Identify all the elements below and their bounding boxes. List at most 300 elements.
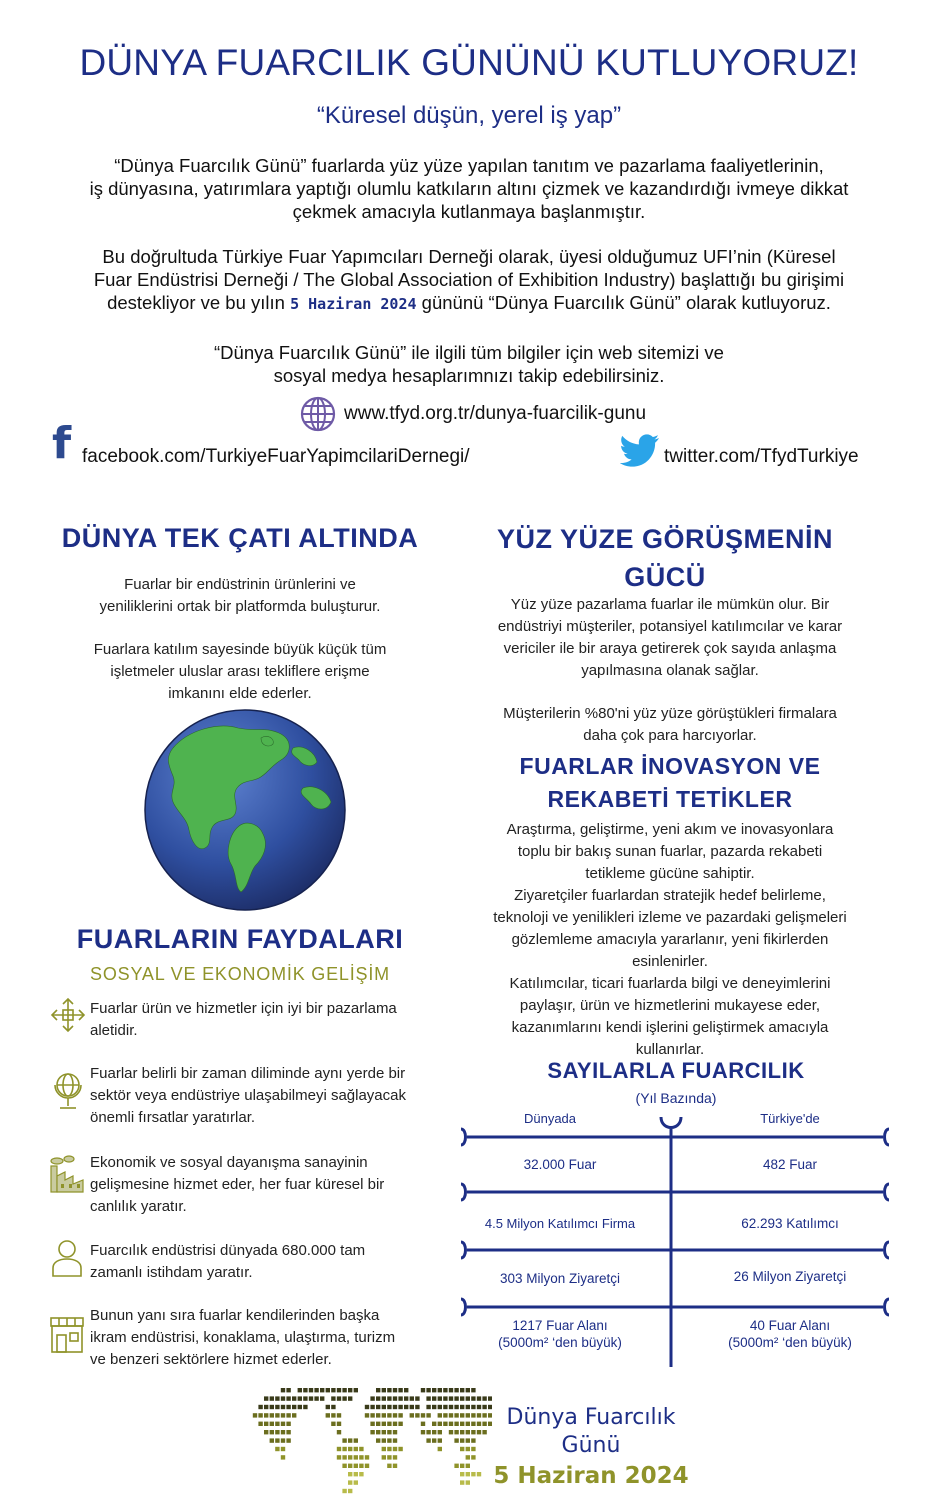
map-dot <box>348 1464 352 1468</box>
intro-paragraph-1 <box>20 154 918 223</box>
stat-turkey: 482 Fuar <box>762 1157 818 1172</box>
text-line: aletidir. <box>90 1022 138 1039</box>
map-dot <box>466 1396 470 1400</box>
stat-turkey: 26 Milyon Ziyaretçi <box>733 1269 847 1284</box>
map-dot <box>286 1396 290 1400</box>
text-line: işletmeler uluslar arası tekliflere erişme <box>110 663 370 680</box>
map-dot <box>387 1455 391 1459</box>
text-line: önemli fırsatlar yaratırlar. <box>90 1109 256 1126</box>
map-dot <box>449 1413 453 1417</box>
facebook-link[interactable]: facebook.com/TurkiyeFuarYapimcilariDernegi/ <box>82 446 470 467</box>
map-dot <box>460 1438 464 1442</box>
map-dot <box>443 1388 447 1392</box>
move-arrows-icon <box>49 996 87 1034</box>
globe-web-icon <box>300 396 336 432</box>
map-dot <box>342 1455 346 1459</box>
map-dot <box>460 1396 464 1400</box>
map-dot <box>303 1405 307 1409</box>
earth-globe-illustration <box>143 708 347 912</box>
map-dot <box>359 1464 363 1468</box>
text-line: ve benzeri sektörlere hizmet ederler. <box>90 1351 332 1368</box>
map-dot <box>438 1422 442 1426</box>
text-line: endüstriyi müşteriler, potansiyel katılımcılar ve karar <box>497 618 843 635</box>
intro-line: Bu doğrultuda Türkiye Fuar Yapımcıları Derneği olarak, üyesi olduğumuz UFI’nin (Küresel <box>102 246 836 267</box>
map-dot <box>454 1430 458 1434</box>
map-dot <box>471 1472 475 1476</box>
map-dot <box>393 1396 397 1400</box>
map-dot <box>264 1396 268 1400</box>
map-dot <box>337 1413 341 1417</box>
map-dot <box>264 1422 268 1426</box>
map-dot <box>471 1388 475 1392</box>
map-dot <box>370 1405 374 1409</box>
map-dot <box>264 1413 268 1417</box>
map-dot <box>314 1396 318 1400</box>
map-dot <box>326 1388 330 1392</box>
map-dot <box>404 1405 408 1409</box>
text-line: Fuarlar bir endüstrinin ürünlerini ve <box>124 576 356 593</box>
map-dot <box>376 1405 380 1409</box>
map-dot <box>376 1413 380 1417</box>
map-dot <box>270 1430 274 1434</box>
map-dot <box>354 1455 358 1459</box>
highlight-date: 5 Haziran 2024 <box>290 295 417 313</box>
map-dot <box>348 1472 352 1476</box>
map-dot <box>449 1422 453 1426</box>
map-dot <box>337 1447 341 1451</box>
innovation-paragraph <box>455 819 885 1061</box>
text-line: Araştırma, geliştirme, yeni akım ve inovasyonlara <box>506 821 834 838</box>
map-dot <box>466 1430 470 1434</box>
map-dot <box>348 1396 352 1400</box>
text-line: ikram endüstrisi, konaklama, ulaştırma, turizm <box>90 1329 396 1346</box>
map-dot <box>477 1396 481 1400</box>
map-dot <box>354 1438 358 1442</box>
map-dot <box>393 1447 397 1451</box>
face-to-face-paragraph-2 <box>460 703 880 747</box>
title-line: FUARLAR İNOVASYON VE <box>519 753 821 779</box>
twitter-bird-icon[interactable] <box>620 434 660 468</box>
map-dot <box>432 1430 436 1434</box>
twitter-link[interactable]: twitter.com/TfydTurkiye <box>664 446 859 467</box>
benefit-item <box>90 1240 440 1284</box>
map-dot <box>365 1464 369 1468</box>
text-line: Fuarlara katılım sayesinde büyük küçük tüm <box>93 641 387 658</box>
intro-line: iş dünyasına, yatırımlara yaptığı olumlu katkıların altını çizmek ve kazandırdığı ivmeye dikkat <box>89 178 849 199</box>
map-dot <box>382 1413 386 1417</box>
map-dot <box>393 1430 397 1434</box>
text-line: Fuarlar ürün ve hizmetler için iyi bir pazarlama <box>90 1000 397 1017</box>
map-dot <box>376 1430 380 1434</box>
map-dot <box>460 1480 464 1484</box>
map-dot <box>292 1413 296 1417</box>
map-dot <box>432 1422 436 1426</box>
map-dot <box>270 1438 274 1442</box>
map-dot <box>477 1472 481 1476</box>
map-dot <box>393 1388 397 1392</box>
intro-text: gününü “Dünya Fuarcılık Günü” olarak kutluyoruz. <box>416 292 831 313</box>
factory-icon <box>47 1154 87 1194</box>
intro-paragraph-2 <box>20 245 918 316</box>
map-dot <box>466 1422 470 1426</box>
map-dot <box>286 1413 290 1417</box>
map-dot <box>331 1422 335 1426</box>
map-dot <box>460 1388 464 1392</box>
map-dot <box>309 1396 313 1400</box>
world-map-dots-logo <box>232 1384 492 1500</box>
column-header-world: Dünyada <box>523 1111 577 1126</box>
intro-line: çekmek amacıyla kutlanmaya başlanmıştır. <box>292 201 646 222</box>
text-line: gözlemleme amacıyla yararlanır, yeni fikirlerden <box>511 931 829 948</box>
map-dot <box>460 1464 464 1468</box>
map-dot <box>398 1447 402 1451</box>
text-line: Katılımcılar, ticari fuarlarda bilgi ve deneyimlerini <box>509 975 831 992</box>
map-dot <box>488 1396 492 1400</box>
map-dot <box>275 1405 279 1409</box>
text-line: imkanını elde ederler. <box>168 685 312 702</box>
map-dot <box>410 1405 414 1409</box>
column-header-turkey: Türkiye'de <box>760 1111 820 1126</box>
map-dot <box>426 1396 430 1400</box>
map-dot <box>337 1422 341 1426</box>
map-dot <box>387 1396 391 1400</box>
map-dot <box>298 1388 302 1392</box>
map-dot <box>286 1388 290 1392</box>
map-dot <box>471 1438 475 1442</box>
map-dot <box>348 1489 352 1493</box>
benefit-item <box>90 1152 440 1218</box>
map-dot <box>281 1396 285 1400</box>
map-dot <box>331 1413 335 1417</box>
map-dot <box>342 1438 346 1442</box>
store-icon <box>48 1315 86 1355</box>
world-paragraph-2 <box>40 639 440 705</box>
map-dot <box>365 1405 369 1409</box>
map-dot <box>398 1413 402 1417</box>
map-dot <box>342 1447 346 1451</box>
map-dot <box>438 1447 442 1451</box>
intro-line: “Dünya Fuarcılık Günü” fuarlarda yüz yüze yapılan tanıtım ve pazarlama faaliyetlerinin, <box>114 155 824 176</box>
intro-text: destekliyor ve bu yılın <box>107 292 291 313</box>
stat-world: 32.000 Fuar <box>523 1157 597 1172</box>
map-dot <box>387 1464 391 1468</box>
title-line: REKABETİ TETİKLER <box>547 786 793 812</box>
map-dot <box>454 1388 458 1392</box>
map-dot <box>454 1396 458 1400</box>
map-dot <box>471 1422 475 1426</box>
stat-world <box>460 1317 660 1351</box>
map-dot <box>303 1396 307 1400</box>
map-dot <box>466 1438 470 1442</box>
map-dot <box>438 1388 442 1392</box>
page-title: DÜNYA FUARCILIK GÜNÜNÜ KUTLUYORUZ! <box>79 42 859 83</box>
map-dot <box>382 1405 386 1409</box>
map-dot <box>258 1413 262 1417</box>
benefits-subtitle: SOSYAL VE EKONOMİK GELİŞİM <box>90 964 390 984</box>
face-to-face-paragraph-1 <box>460 594 880 682</box>
slogan: “Küresel düşün, yerel iş yap” <box>316 102 622 129</box>
map-dot <box>460 1472 464 1476</box>
map-dot <box>270 1396 274 1400</box>
map-dot <box>275 1430 279 1434</box>
map-dot <box>354 1447 358 1451</box>
map-dot <box>286 1405 290 1409</box>
map-dot <box>449 1388 453 1392</box>
benefit-item <box>90 998 440 1042</box>
map-dot <box>421 1430 425 1434</box>
globe-stand-icon <box>51 1070 85 1112</box>
map-dot <box>275 1447 279 1451</box>
map-dot <box>404 1388 408 1392</box>
map-dot <box>314 1388 318 1392</box>
text-line: teknoloji ve yenilikleri izleme ve pazardaki gelişmeleri <box>493 909 847 926</box>
map-dot <box>471 1396 475 1400</box>
map-dot <box>438 1413 442 1417</box>
map-dot <box>370 1396 374 1400</box>
map-dot <box>376 1422 380 1426</box>
map-dot <box>286 1422 290 1426</box>
map-dot <box>382 1430 386 1434</box>
map-dot <box>393 1413 397 1417</box>
map-dot <box>331 1396 335 1400</box>
map-dot <box>387 1430 391 1434</box>
map-dot <box>281 1430 285 1434</box>
map-dot <box>348 1480 352 1484</box>
stat-line: 1217 Fuar Alanı <box>512 1318 608 1333</box>
map-dot <box>393 1464 397 1468</box>
web-link[interactable]: www.tfyd.org.tr/dunya-fuarcilik-gunu <box>344 403 647 424</box>
map-dot <box>337 1388 341 1392</box>
map-dot <box>387 1438 391 1442</box>
map-dot <box>387 1405 391 1409</box>
map-dot <box>270 1413 274 1417</box>
map-dot <box>309 1388 313 1392</box>
map-dot <box>387 1413 391 1417</box>
map-dot <box>482 1396 486 1400</box>
footer-logo-date: 5 Haziran 2024 <box>493 1463 689 1489</box>
map-dot <box>382 1447 386 1451</box>
map-dot <box>426 1388 430 1392</box>
intro-line: Fuar Endüstrisi Derneği / The Global Association of Exhibition Industry) başlattığı bu girişimi <box>93 269 845 290</box>
map-dot <box>443 1413 447 1417</box>
intro-line: “Dünya Fuarcılık Günü” ile ilgili tüm bilgiler için web sitemizi ve <box>214 342 724 363</box>
text-line: kullanırlar. <box>635 1041 705 1058</box>
map-dot <box>460 1405 464 1409</box>
map-dot <box>382 1422 386 1426</box>
map-dot <box>359 1472 363 1476</box>
text-line: Yüz yüze pazarlama fuarlar ile mümkün olur. Bir <box>510 596 830 613</box>
footer-logo-text <box>486 1404 696 1460</box>
map-dot <box>466 1472 470 1476</box>
benefit-item <box>90 1063 440 1129</box>
map-dot <box>348 1438 352 1442</box>
map-dot <box>404 1396 408 1400</box>
map-dot <box>477 1430 481 1434</box>
map-dot <box>477 1422 481 1426</box>
map-dot <box>275 1396 279 1400</box>
section-title-innovation <box>460 750 880 816</box>
stats-subtitle: (Yıl Bazında) <box>635 1090 717 1106</box>
map-dot <box>365 1413 369 1417</box>
map-dot <box>466 1388 470 1392</box>
map-dot <box>281 1438 285 1442</box>
map-dot <box>382 1455 386 1459</box>
text-line: toplu bir bakış sunan fuarlar, pazarda rekabeti <box>517 843 823 860</box>
map-dot <box>292 1405 296 1409</box>
map-dot <box>281 1447 285 1451</box>
map-dot <box>466 1413 470 1417</box>
map-dot <box>454 1464 458 1468</box>
map-dot <box>370 1422 374 1426</box>
map-dot <box>466 1480 470 1484</box>
text-line: Müşterilerin %80'ni yüz yüze görüştükleri firmalara <box>503 705 837 722</box>
map-dot <box>443 1396 447 1400</box>
map-dot <box>298 1396 302 1400</box>
map-dot <box>354 1464 358 1468</box>
map-dot <box>460 1430 464 1434</box>
map-dot <box>438 1430 442 1434</box>
map-dot <box>286 1430 290 1434</box>
logo-line: Günü <box>561 1433 621 1458</box>
text-line: Ziyaretçiler fuarlardan stratejik hedef belirleme, <box>514 887 826 904</box>
map-dot <box>438 1396 442 1400</box>
map-dot <box>382 1438 386 1442</box>
intro-paragraph-3 <box>20 341 918 387</box>
person-icon <box>50 1238 84 1278</box>
map-dot <box>387 1388 391 1392</box>
map-dot <box>393 1405 397 1409</box>
facebook-icon[interactable]: f <box>52 418 72 469</box>
section-title-benefits: FUARLARIN FAYDALARI <box>76 924 404 954</box>
text-line: yapılmasına olanak sağlar. <box>581 662 759 679</box>
map-dot <box>438 1405 442 1409</box>
stats-title: SAYILARLA FUARCILIK <box>547 1058 805 1083</box>
title-line: YÜZ YÜZE GÖRÜŞMENİN <box>496 524 834 554</box>
intro-line: sosyal medya hesaplarımnızı takip edebilirsiniz. <box>273 365 665 386</box>
map-dot <box>376 1388 380 1392</box>
map-dot <box>258 1422 262 1426</box>
map-dot <box>320 1396 324 1400</box>
map-dot <box>275 1413 279 1417</box>
text-line: sektör veya endüstriye ulaşabilmeyi sağlayacak <box>90 1087 406 1104</box>
text-line: paylaşır, ürün ve hizmetlerini mukayese eder, <box>519 997 821 1014</box>
map-dot <box>432 1438 436 1442</box>
text-line: Bunun yanı sıra fuarlar kendilerinden başka <box>90 1307 380 1324</box>
map-dot <box>359 1447 363 1451</box>
map-dot <box>376 1438 380 1442</box>
intro-line <box>20 291 918 316</box>
map-dot <box>354 1388 358 1392</box>
text-line: canlılık yaratır. <box>90 1198 187 1215</box>
map-dot <box>370 1413 374 1417</box>
map-dot <box>270 1422 274 1426</box>
map-dot <box>398 1388 402 1392</box>
map-dot <box>337 1455 341 1459</box>
text-line: Fuarcılık endüstrisi dünyada 680.000 tam <box>90 1242 366 1259</box>
map-dot <box>354 1480 358 1484</box>
map-dot <box>443 1422 447 1426</box>
map-dot <box>460 1447 464 1451</box>
map-dot <box>410 1396 414 1400</box>
map-dot <box>393 1438 397 1442</box>
map-dot <box>449 1396 453 1400</box>
text-line: gelişmesine hizmet eder, her fuar küresel bir <box>90 1176 385 1193</box>
text-line: kazanımlarını kendi işlerini geliştirmek amacıyla <box>511 1019 829 1036</box>
map-dot <box>398 1422 402 1426</box>
map-dot <box>331 1405 335 1409</box>
map-dot <box>471 1455 475 1459</box>
map-dot <box>337 1396 341 1400</box>
map-dot <box>471 1447 475 1451</box>
map-dot <box>471 1430 475 1434</box>
map-dot <box>449 1405 453 1409</box>
map-dot <box>326 1405 330 1409</box>
stat-line: (5000m² ‘den büyük) <box>498 1335 622 1350</box>
map-dot <box>370 1430 374 1434</box>
map-dot <box>342 1396 346 1400</box>
map-dot <box>426 1430 430 1434</box>
map-dot <box>270 1405 274 1409</box>
map-dot <box>359 1455 363 1459</box>
map-dot <box>466 1464 470 1468</box>
map-dot <box>258 1405 262 1409</box>
map-dot <box>281 1413 285 1417</box>
map-dot <box>281 1455 285 1459</box>
map-dot <box>398 1405 402 1409</box>
map-dot <box>454 1438 458 1442</box>
text-line: daha çok para harcıyorlar. <box>583 727 757 744</box>
map-dot <box>281 1422 285 1426</box>
map-dot <box>432 1388 436 1392</box>
map-dot <box>443 1405 447 1409</box>
map-dot <box>393 1455 397 1459</box>
map-dot <box>398 1396 402 1400</box>
section-title-face-to-face <box>455 520 875 596</box>
text-line: yeniliklerini ortak bir platformda buluşturur. <box>99 598 381 615</box>
map-dot <box>275 1422 279 1426</box>
map-dot <box>264 1405 268 1409</box>
map-dot <box>454 1422 458 1426</box>
map-dot <box>426 1438 430 1442</box>
map-dot <box>292 1396 296 1400</box>
map-dot <box>466 1405 470 1409</box>
map-dot <box>354 1472 358 1476</box>
logo-line: Dünya Fuarcılık <box>506 1405 676 1430</box>
text-line: zamanlı istihdam yaratır. <box>90 1264 253 1281</box>
map-dot <box>337 1430 341 1434</box>
map-dot <box>286 1438 290 1442</box>
map-dot <box>331 1388 335 1392</box>
map-dot <box>376 1396 380 1400</box>
stat-line: (5000m² ‘den büyük) <box>728 1335 852 1350</box>
text-line: vericiler ile bir araya getirerek çok sayıda anlaşma <box>503 640 837 657</box>
world-paragraph-1 <box>40 574 440 618</box>
map-dot <box>471 1413 475 1417</box>
map-dot <box>432 1396 436 1400</box>
map-dot <box>410 1413 414 1417</box>
map-dot <box>326 1413 330 1417</box>
map-dot <box>432 1405 436 1409</box>
map-dot <box>275 1438 279 1442</box>
stat-line: 40 Fuar Alanı <box>749 1318 831 1333</box>
text-line: Ekonomik ve sosyal dayanışma sanayinin <box>90 1154 368 1171</box>
map-dot <box>342 1489 346 1493</box>
map-dot <box>454 1405 458 1409</box>
map-dot <box>387 1447 391 1451</box>
map-dot <box>415 1396 419 1400</box>
title-line: GÜCÜ <box>624 562 706 592</box>
map-dot <box>426 1413 430 1417</box>
